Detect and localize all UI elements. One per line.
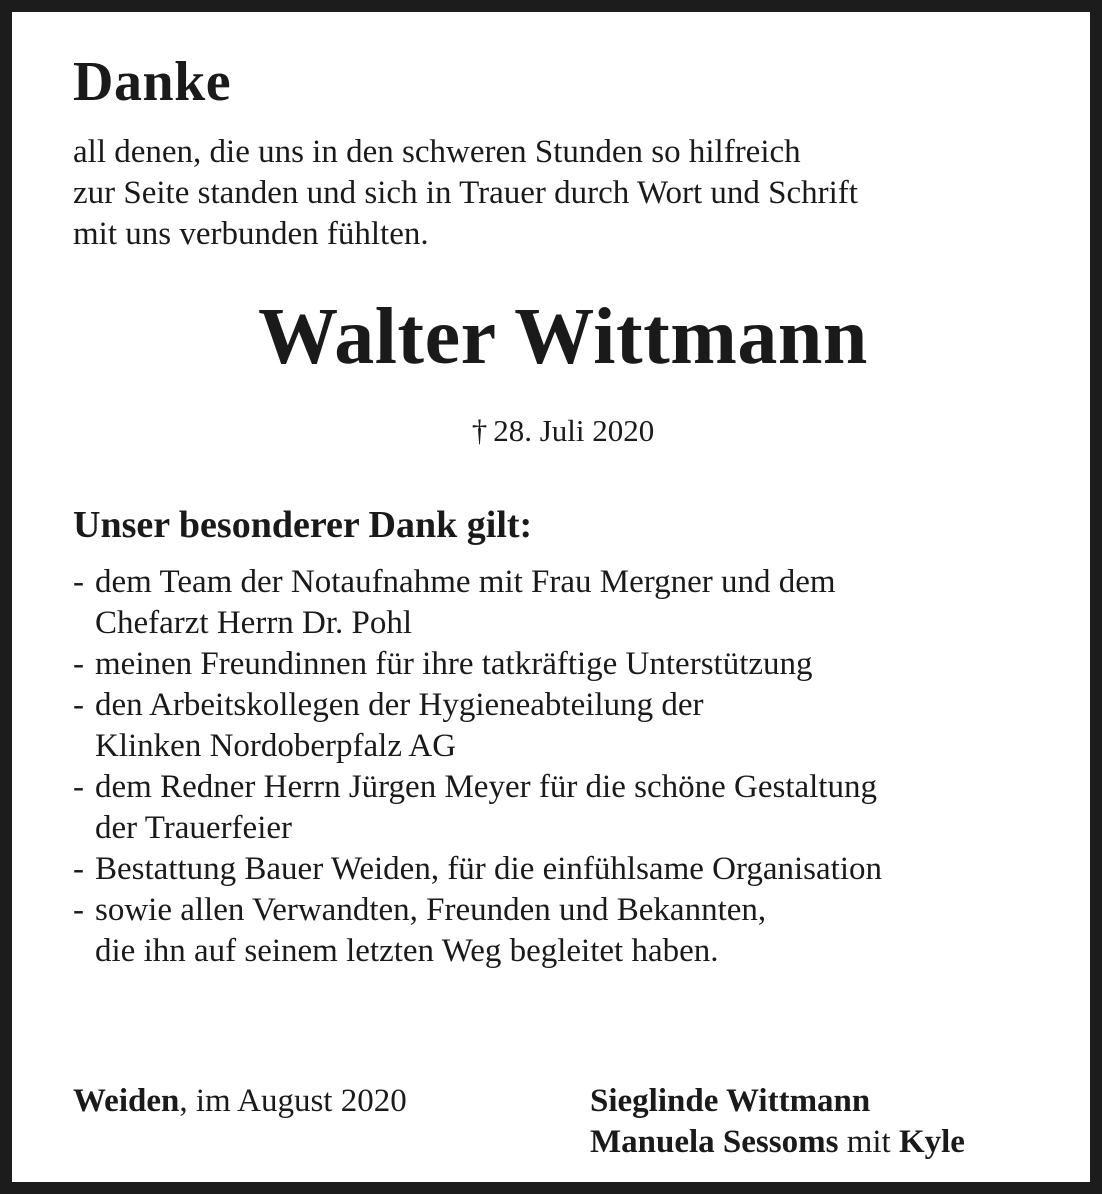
dash-bullet: -: [73, 564, 84, 600]
list-item: [73, 685, 1073, 767]
list-item: [73, 767, 1073, 849]
dash-bullet: -: [73, 892, 84, 928]
signers-block: [590, 1081, 965, 1163]
thanks-list: [73, 562, 1073, 972]
place-name: Weiden: [73, 1083, 180, 1119]
intro-line: zur Seite standen und sich in Trauer durch Wort und Schrift: [73, 175, 858, 211]
list-item: [73, 849, 1073, 890]
deceased-name: Walter Wittmann: [258, 293, 868, 381]
dash-bullet: -: [73, 687, 84, 723]
signer-name: Sieglinde Wittmann: [590, 1083, 871, 1119]
list-item-line: Klinken Nordoberpfalz AG: [95, 728, 457, 764]
list-item: [73, 562, 1073, 644]
list-item-line: dem Team der Notaufnahme mit Frau Mergner und dem: [95, 564, 836, 600]
intro-line: all denen, die uns in den schweren Stunden so hilfreich: [73, 134, 801, 170]
place-date-signoff: [73, 1081, 407, 1122]
list-item-line: die ihn auf seinem letzten Weg begleitet haben.: [95, 933, 719, 969]
list-item-line: der Trauerfeier: [95, 810, 293, 846]
signoff-date: , im August 2020: [179, 1083, 407, 1119]
intro-text: [73, 132, 1063, 255]
signer-companion: Kyle: [898, 1124, 965, 1160]
dash-bullet: -: [73, 646, 84, 682]
list-item: [73, 890, 1073, 972]
list-item-line: sowie allen Verwandten, Freunden und Bekannten,: [95, 892, 767, 928]
death-date: 28. Juli 2020: [493, 413, 655, 448]
heading-danke: Danke: [73, 51, 232, 113]
list-item-line: dem Redner Herrn Jürgen Meyer für die schöne Gestaltung: [95, 769, 877, 805]
signer-name: Manuela Sessoms: [590, 1124, 839, 1160]
list-item-line: Chefarzt Herrn Dr. Pohl: [95, 605, 413, 641]
list-item-line: meinen Freundinnen für ihre tatkräftige Unterstützung: [95, 646, 813, 682]
intro-line: mit uns verbunden fühlten.: [73, 216, 429, 252]
list-item: [73, 644, 1073, 685]
special-thanks-heading: Unser besonderer Dank gilt:: [73, 504, 533, 546]
dash-bullet: -: [73, 851, 84, 887]
list-item-line: Bestattung Bauer Weiden, für die einfühlsame Organisation: [95, 851, 883, 887]
signer-line: [590, 1122, 965, 1163]
signer-connector: mit: [838, 1124, 899, 1160]
dagger-cross-icon: †: [471, 413, 488, 448]
death-date-line: [12, 415, 1102, 446]
dash-bullet: -: [73, 769, 84, 805]
signer-line: [590, 1081, 965, 1122]
list-item-line: den Arbeitskollegen der Hygieneabteilung der: [95, 687, 704, 723]
